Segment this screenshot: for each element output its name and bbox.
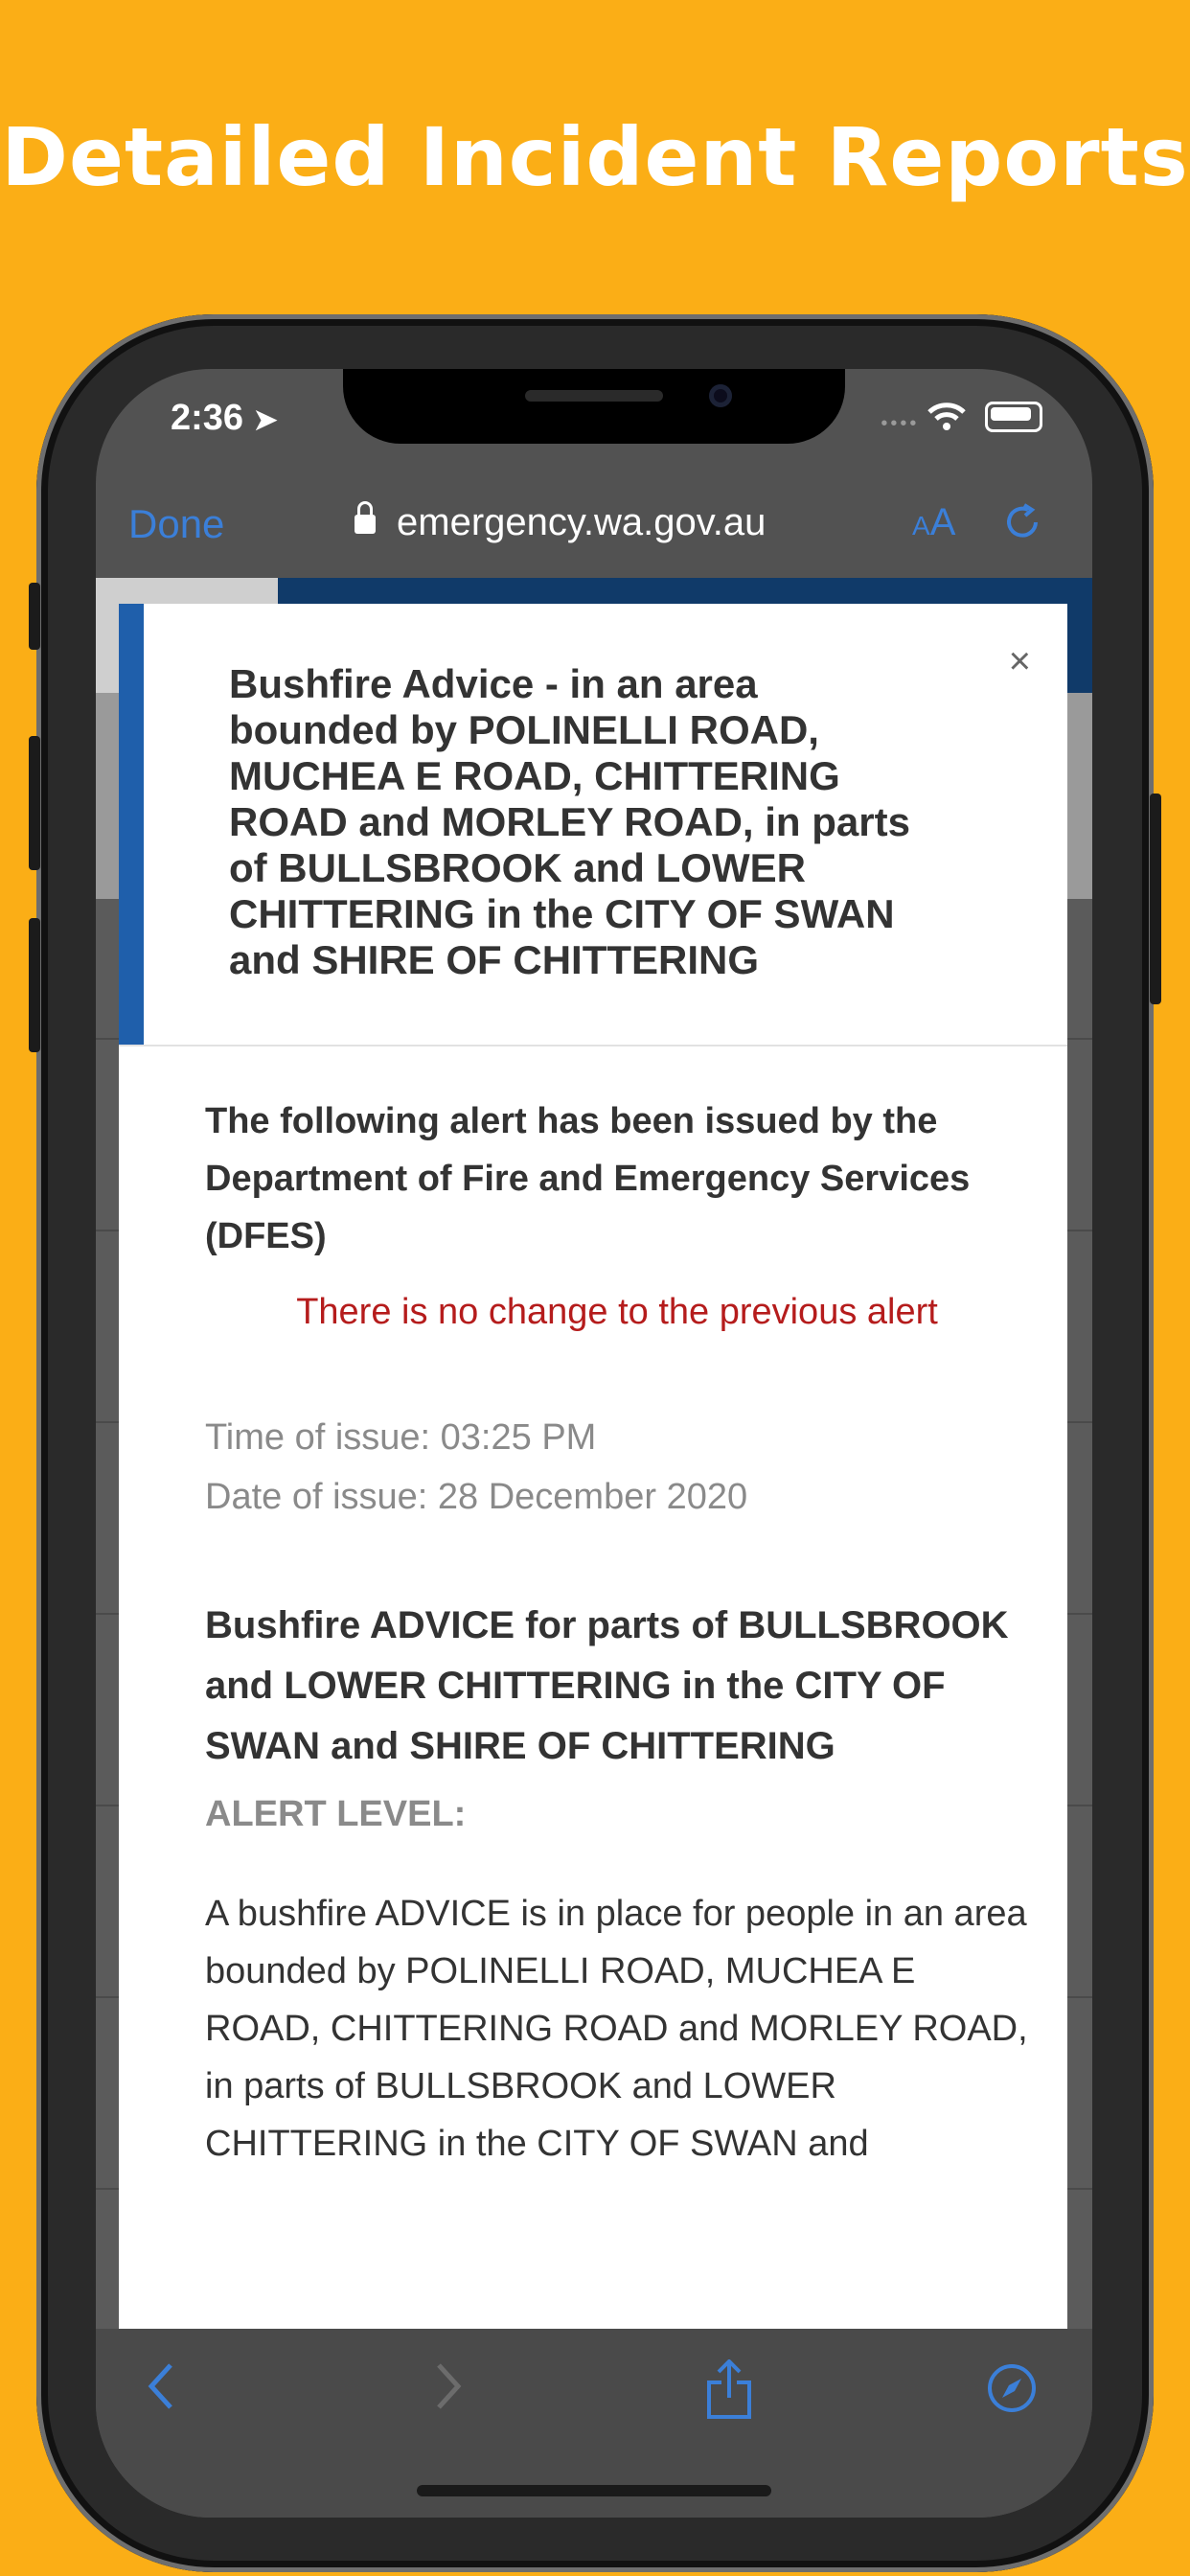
date-of-issue: Date of issue: 28 December 2020 — [205, 1477, 748, 1517]
battery-icon — [985, 402, 1042, 432]
camera — [709, 384, 732, 407]
alert-level-label: ALERT LEVEL: — [205, 1794, 467, 1834]
url-field[interactable] — [355, 501, 766, 544]
phone-screen — [96, 369, 1092, 2518]
status-time — [171, 398, 278, 439]
speaker — [525, 390, 663, 402]
share-icon[interactable] — [705, 2359, 753, 2421]
headline: Detailed Incident Reports — [1, 110, 1189, 204]
volume-down-button — [29, 918, 40, 1052]
location-arrow-icon: ➤ — [253, 404, 278, 436]
mute-switch — [29, 583, 40, 650]
text-size-small: A — [912, 511, 930, 540]
status-time-text: 2:36 — [171, 398, 244, 438]
forward-icon[interactable] — [429, 2358, 468, 2429]
text-size-large: A — [929, 501, 956, 543]
browser-bar — [96, 492, 1092, 568]
volume-up-button — [29, 736, 40, 870]
no-change-notice: There is no change to the previous alert — [296, 1292, 938, 1332]
reload-icon[interactable] — [1001, 501, 1043, 554]
back-icon[interactable] — [142, 2358, 180, 2429]
status-icons — [881, 400, 1042, 435]
modal-accent-stripe — [119, 604, 144, 1045]
time-of-issue: Time of issue: 03:25 PM — [205, 1417, 597, 1458]
modal-header — [119, 604, 1067, 1046]
issued-by-text: The following alert has been issued by the Department of Fire and Emergency Services (DFES) — [205, 1101, 971, 1256]
text-size-button[interactable] — [912, 501, 955, 544]
advice-body: A bushfire ADVICE is in place for people in an area bounded by POLINELLI ROAD, MUCHEA E ROAD, CHITTERING ROAD and MORLEY ROAD, in parts of BULLSBROOK and LOWER CHITTERING in the CITY OF SWAN and — [205, 1894, 1028, 2164]
advice-heading: Bushfire ADVICE for parts of BULLSBROOK and LOWER CHITTERING in the CITY OF SWAN and SHIRE OF CHITTERING — [205, 1604, 1009, 1767]
modal-body — [205, 1092, 1029, 2173]
close-icon[interactable]: × — [1008, 640, 1031, 682]
issue-times — [205, 1408, 1029, 1527]
home-indicator[interactable] — [417, 2485, 771, 2496]
compass-icon[interactable] — [987, 2363, 1037, 2413]
signal-icon: •••• — [881, 413, 920, 435]
lock-icon — [355, 515, 376, 534]
done-button[interactable]: Done — [128, 501, 225, 546]
incident-modal — [119, 604, 1067, 2358]
url-text: emergency.wa.gov.au — [397, 501, 767, 543]
wifi-icon — [927, 402, 966, 431]
notch — [343, 369, 845, 444]
power-button — [1150, 794, 1161, 1004]
modal-title: Bushfire Advice - in an area bounded by POLINELLI ROAD, MUCHEA E ROAD, CHITTERING ROAD and MORLEY ROAD, in parts of BULLSBROOK and LOWER CHITTERING in the CITY OF SWAN and SHIRE OF CHITTERING — [229, 661, 910, 982]
